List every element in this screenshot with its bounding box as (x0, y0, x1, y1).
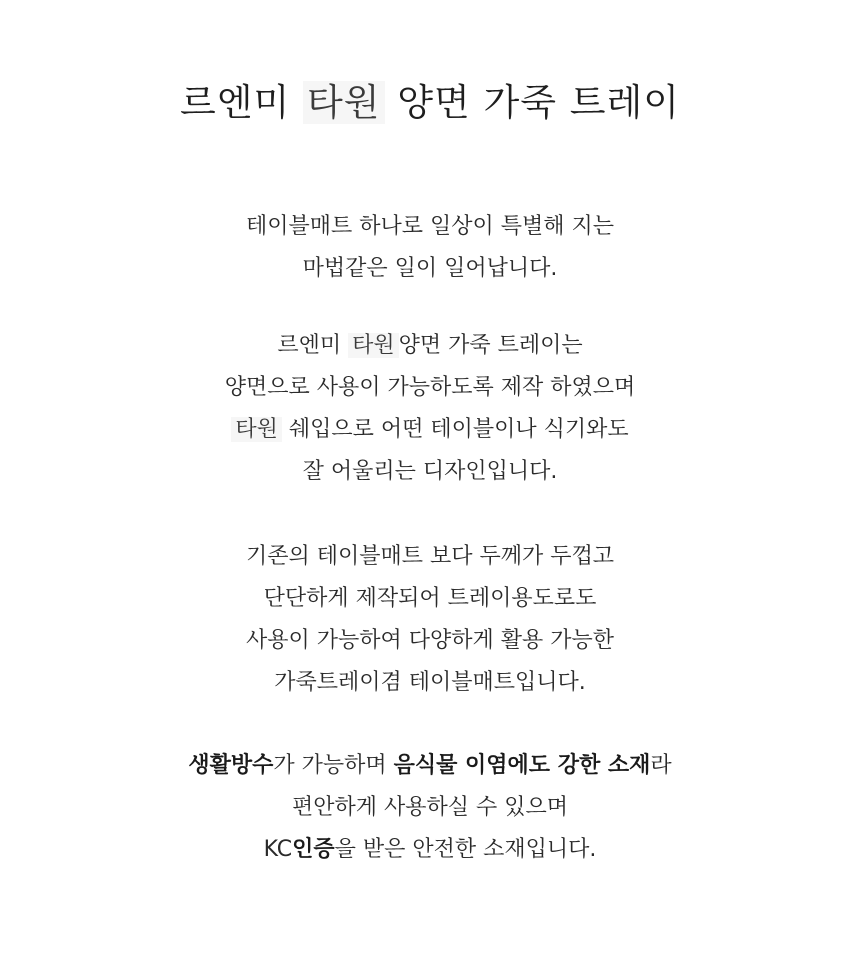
material-line-3-rest: 을 받은 안전한 소재입니다. (334, 837, 597, 862)
thickness-line-3: 사용이 가능하여 다양하게 활용 가능한 (245, 628, 614, 653)
material-paragraph (0, 745, 860, 871)
page-title (0, 78, 860, 128)
intro-paragraph (0, 206, 860, 290)
material-line-2: 편안하게 사용하실 수 있으며 (291, 795, 568, 820)
design-line-1 (0, 325, 860, 367)
intro-line-1: 테이블매트 하나로 일상이 특별해 지는 (245, 214, 614, 239)
material-line-3 (0, 829, 860, 871)
design-line-3 (0, 409, 860, 451)
design-line-3-highlight: 타원 (231, 417, 282, 442)
material-certification-bold: 인증 (292, 837, 335, 862)
design-line-4: 잘 어울리는 디자인입니다. (302, 459, 558, 484)
thickness-line-1: 기존의 테이블매트 보다 두께가 두껍고 (245, 544, 614, 569)
thickness-paragraph (0, 536, 860, 704)
design-line-1-rest: 양면 가죽 트레이는 (398, 333, 583, 358)
material-line-1-mid: 가 가능하며 (273, 753, 394, 778)
title-product: 양면 가죽 트레이 (397, 81, 680, 124)
intro-line-2: 마법같은 일이 일어납니다. (302, 256, 558, 281)
material-stain-resistant-bold: 음식물 이염에도 강한 소재 (393, 753, 651, 778)
title-highlight-shape: 타원 (303, 81, 384, 124)
material-line-1-end: 라 (650, 753, 672, 778)
thickness-line-2: 단단하게 제작되어 트레이용도로도 (263, 586, 597, 611)
material-waterproof-bold: 생활방수 (188, 753, 274, 778)
design-paragraph (0, 325, 860, 493)
thickness-line-4: 가죽트레이겸 테이블매트입니다. (274, 670, 586, 695)
design-line-3-rest: 쉐입으로 어떤 테이블이나 식기와도 (288, 417, 629, 442)
design-line-1-brand: 르엔미 (277, 333, 342, 358)
design-line-1-highlight: 타원 (348, 333, 399, 358)
title-brand: 르엔미 (180, 81, 291, 124)
material-kc-text: KC (263, 837, 293, 862)
design-line-2: 양면으로 사용이 가능하도록 제작 하였으며 (224, 375, 636, 400)
material-line-1 (0, 745, 860, 787)
